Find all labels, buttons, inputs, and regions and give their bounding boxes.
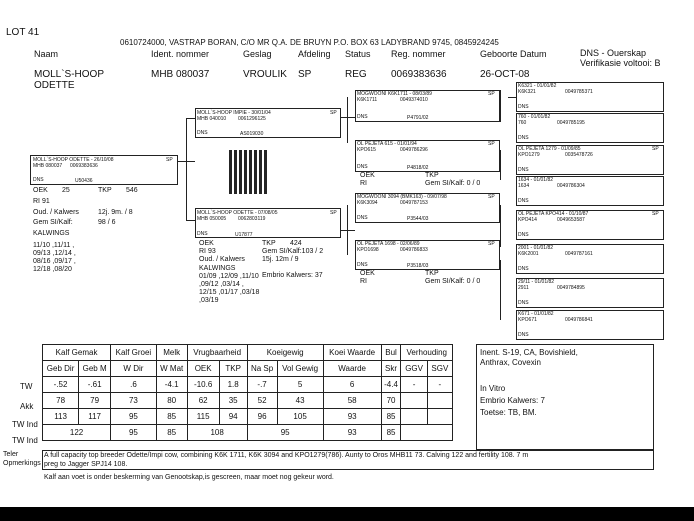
ggp-ident: KPO1279	[518, 152, 540, 158]
dam-age-label: Oud. / Kalwers	[199, 256, 245, 263]
ggp-ident: KPO414	[518, 217, 537, 223]
owner-line: 0610724000, VASTRAP BORAN, C/O MR Q.A. DE BRUYN P.O. BOX 63 LADYBRAND 9745, 0845924245	[120, 38, 499, 47]
pedigree-line	[500, 90, 501, 122]
ggp-title: OL PEJETA 1279 - 01/09/85	[518, 146, 581, 152]
subject-age-label: Oud. / Kalwers	[33, 209, 79, 216]
ggp-ident: K6K321	[518, 89, 536, 95]
row-label-tw-ind-2: TW Ind	[12, 436, 38, 445]
gp-title: MOGWOONI 3094 (BMK163) - 09/07/98	[357, 194, 447, 200]
col-header: Geb M	[79, 361, 111, 377]
table-cell: 122	[43, 425, 111, 441]
vaccination-note-2: Anthrax, Covexin	[480, 358, 541, 367]
label-name: Naam	[34, 49, 59, 59]
animal-name-1: MOLL`S-HOOP	[34, 69, 105, 80]
ggp-reg: 0049786304	[557, 183, 585, 189]
gp-gem: Gem SI/Kalf: 0 / 0	[425, 180, 481, 187]
dam-calving-dates: 12/15 ,01/17 ,03/18	[199, 289, 260, 296]
subject-age: 12j. 9m. / 8	[98, 209, 133, 216]
gp-tkp-label: TKP	[425, 270, 439, 277]
table-cell: 95	[247, 425, 323, 441]
remarks-label: Opmerkings	[3, 460, 41, 467]
table-cell	[427, 409, 452, 425]
dam-dns: DNS	[197, 231, 208, 237]
pedigree-line	[186, 118, 187, 220]
group-ratio: Verhouding	[401, 345, 453, 361]
group-calf-growth: Kalf Groei	[111, 345, 157, 361]
gp-dns-code: P4818/02	[407, 165, 429, 171]
pedigree-line	[500, 150, 501, 180]
dam-tkp-label: TKP	[262, 240, 276, 247]
ggp-dns: DNS	[518, 300, 529, 306]
table-cell: 115	[187, 409, 219, 425]
table-cell: 73	[111, 393, 157, 409]
subject-tkp: 546	[126, 187, 138, 194]
table-cell: 85	[156, 409, 187, 425]
table-cell	[401, 425, 453, 441]
subject-calving-dates: 08/16 ,09/17 ,	[33, 258, 76, 265]
gp-dns-code: P3544/03	[407, 216, 429, 222]
dam-embryo: Embrio Kalwers: 37	[262, 272, 323, 279]
remarks-label-breeder: Teler	[3, 451, 19, 458]
table-cell: 58	[323, 393, 381, 409]
label-reg: Reg. nommer	[391, 49, 446, 59]
col-header: TKP	[219, 361, 247, 377]
calf-note: Kalf aan voet is onder beskerming van Genootskap,is gescreen, maar moet nog gekeur word.	[44, 474, 334, 481]
embryo-calves-note: Embrio Kalwers: 7	[480, 396, 545, 405]
dns-verification: Verifikasie voltooi: B	[580, 58, 661, 68]
gp-division: SP	[488, 91, 495, 97]
ggp-reg: 0049787161	[565, 251, 593, 257]
animal-name-2: ODETTE	[34, 80, 75, 91]
table-cell: 94	[219, 409, 247, 425]
ggp-title: 760 - 01/01/82	[518, 114, 551, 120]
ggp-ident: 2911	[518, 285, 529, 291]
gp-title: MOGWOONI K6K1711 - 08/03/89	[357, 91, 432, 97]
ggp-title: 1634 - 01/01/82	[518, 177, 554, 183]
table-cell: 85	[381, 409, 401, 425]
dam-reg: 0062803119	[238, 216, 266, 222]
dam-ident: MHB 050005	[197, 216, 227, 222]
group-bull: Bul	[381, 345, 401, 361]
table-cell: 96	[247, 409, 277, 425]
ggp-dns: DNS	[518, 167, 529, 173]
dam-age: 15j. 12m / 9	[262, 256, 299, 263]
ggp-dns: DNS	[518, 135, 529, 141]
gp-ident: KPO1698	[357, 247, 379, 253]
gp-dns-code: P4791/02	[407, 115, 429, 121]
label-ident: Ident. nommer	[151, 49, 210, 59]
table-cell: 108	[187, 425, 247, 441]
table-cell: -	[427, 377, 452, 393]
dam-tkp: 424	[290, 240, 302, 247]
gp-dns-code: P3518/03	[407, 263, 429, 269]
gp-tkp-label: TKP	[425, 172, 439, 179]
ggp-ident: 1634	[518, 183, 530, 189]
subject-calvings-label: KALWINGS	[33, 230, 70, 237]
table-cell: 6	[323, 377, 381, 393]
sire-division: SP	[330, 110, 337, 116]
remarks-text: A full capacity top breeder Odette/Impi cow, combining K6K 1711, K6K 3094 and KPO1279(786). Aunty to Oros MHB11 73. Calving 122 and fertility 108. 7 m	[44, 452, 529, 459]
gp-dns: DNS	[357, 164, 368, 170]
gp-reg: 0049786833	[400, 247, 428, 253]
subject-calving-dates: 09/13 ,12/14 ,	[33, 250, 76, 257]
table-cell: -	[401, 377, 427, 393]
ggp-dns: DNS	[518, 332, 529, 338]
ggp-title: 2001 - 01/01/82	[518, 245, 554, 251]
ggp-dns: DNS	[518, 198, 529, 204]
dam-title: MOLL`S-HOOP ODETTE - 07/08/05	[197, 210, 278, 216]
tests-note: Toetse: TB, BM.	[480, 408, 537, 417]
in-vitro-note: In Vitro	[480, 384, 506, 393]
table-cell: -.7	[247, 377, 277, 393]
subject-ri: RI 91	[33, 198, 50, 205]
table-cell	[401, 393, 427, 409]
table-cell: 52	[247, 393, 277, 409]
table-cell: 105	[277, 409, 323, 425]
subject-oek-label: OEK	[33, 187, 48, 194]
sire-dns: DNS	[197, 130, 208, 136]
table-cell: -4.1	[156, 377, 187, 393]
table-cell: 62	[187, 393, 219, 409]
gp-division: SP	[488, 241, 495, 247]
gp-division: SP	[488, 141, 495, 147]
subject-box-title: MOLL`S-HOOP ODETTE - 26/10/08	[33, 157, 114, 163]
label-dob: Geboorte Datum	[480, 49, 547, 59]
gp-dns: DNS	[357, 262, 368, 268]
label-sex: Geslag	[243, 49, 272, 59]
table-cell: 35	[219, 393, 247, 409]
subject-box-dns-code: U50436	[75, 178, 93, 184]
animal-division: SP	[298, 69, 312, 80]
group-calf-ease: Kalf Gemak	[43, 345, 111, 361]
row-label-tw: TW	[20, 382, 33, 391]
dns-status: DNS - Ouerskap	[580, 48, 647, 58]
dam-oek-label: OEK	[199, 240, 214, 247]
ggp-reg: 0049785371	[565, 89, 593, 95]
ggp-division: SP	[652, 211, 659, 217]
ggp-reg: 0049784895	[557, 285, 585, 291]
gp-oek-label: OEK	[360, 270, 375, 277]
gp-title: OL PEJETA 1698 - 02/06/89	[357, 241, 420, 247]
table-cell: 70	[381, 393, 401, 409]
lot-number: LOT 41	[6, 27, 40, 38]
gp-oek-label: OEK	[360, 172, 375, 179]
ggp-title: OL PEJETA KPO414 - 01/10/87	[518, 211, 589, 217]
ggp-title: 29/11 - 01/01/82	[518, 279, 555, 285]
col-header: W Mat	[156, 361, 187, 377]
sire-dns-code: AS019030	[240, 131, 264, 137]
table-cell: 1.8	[219, 377, 247, 393]
sire-title: MOLL`S-HOOP IMPIE - 30/01/04	[197, 110, 271, 116]
subject-box-reg: 0069383636	[70, 163, 98, 169]
table-cell: 93	[323, 409, 381, 425]
row-label-tw-ind: TW Ind	[12, 420, 38, 429]
group-fertility: Vrugbaarheid	[187, 345, 247, 361]
subject-gem-label: Gem SI/Kalf:	[33, 219, 73, 226]
ggp-division: SP	[652, 146, 659, 152]
dam-division: SP	[330, 210, 337, 216]
gp-reg: 0049374010	[400, 97, 428, 103]
group-milk: Melk	[156, 345, 187, 361]
col-header: OEK	[187, 361, 219, 377]
col-header: Geb Dir	[43, 361, 79, 377]
col-header: Waarde	[323, 361, 381, 377]
group-cow-weight: Koeigewig	[247, 345, 323, 361]
animal-ident: MHB 080037	[151, 69, 210, 80]
row-label-akk: Akk	[20, 402, 34, 411]
pedigree-line	[508, 97, 516, 98]
dam-gem: Gem SI/Kalf:103 / 2	[262, 248, 324, 255]
table-cell: 78	[43, 393, 79, 409]
col-header: W Dir	[111, 361, 157, 377]
col-header: SGV	[427, 361, 452, 377]
group-cow-value: Koei Waarde	[323, 345, 381, 361]
qr-code	[229, 150, 267, 194]
animal-sex: VROULIK	[243, 69, 287, 80]
gp-ri-label: RI	[360, 180, 367, 187]
table-cell: 95	[111, 425, 157, 441]
gp-reg: 0049786296	[400, 147, 428, 153]
ggp-ident: 760	[518, 120, 527, 126]
dam-calving-dates: ,03/19	[199, 297, 219, 304]
ggp-dns: DNS	[518, 232, 529, 238]
animal-dob: 26-OCT-08	[480, 69, 530, 80]
remarks-text-2: preg to Jagger SPJ14 108.	[44, 461, 128, 468]
subject-calving-dates: 12/18 ,08/20	[33, 266, 72, 273]
dam-calvings-label: KALWINGS	[199, 265, 236, 272]
pedigree-line	[347, 97, 348, 143]
subject-oek: 25	[62, 187, 70, 194]
gp-ident: K6K3094	[357, 200, 378, 206]
gp-ident: KPO615	[357, 147, 376, 153]
gp-ident: K6K1711	[357, 97, 378, 103]
sire-ident: MHB 040010	[197, 116, 227, 122]
table-cell: 5	[277, 377, 323, 393]
table-cell	[427, 393, 452, 409]
table-cell: 113	[43, 409, 79, 425]
gp-dns: DNS	[357, 215, 368, 221]
dam-calving-dates: ,09/12 ,03/14 ,	[199, 281, 244, 288]
table-cell: -4.4	[381, 377, 401, 393]
table-cell	[401, 409, 427, 425]
subject-calving-dates: 11/10 ,11/11 ,	[33, 242, 75, 249]
ggp-reg: 0035478726	[565, 152, 593, 158]
ggp-reg: 0049786841	[565, 317, 593, 323]
index-table	[42, 344, 453, 441]
dam-ri: RI 93	[199, 248, 216, 255]
table-cell: -.61	[79, 377, 111, 393]
table-cell: 79	[79, 393, 111, 409]
subject-box-division: SP	[166, 157, 173, 163]
table-cell: 43	[277, 393, 323, 409]
subject-box-dns: DNS	[33, 177, 44, 183]
pedigree-line	[347, 205, 348, 255]
ggp-dns: DNS	[518, 266, 529, 272]
table-cell: .6	[111, 377, 157, 393]
subject-gem: 98 / 6	[98, 219, 116, 226]
dam-dns-code: U17877	[235, 232, 253, 238]
sire-reg: 0061296125	[238, 116, 266, 122]
ggp-reg: 0049785195	[557, 120, 585, 126]
gp-title: OL PEJETA 615 - 01/01/94	[357, 141, 417, 147]
dam-calving-dates: 01/09 ,12/09 ,11/10	[199, 273, 259, 280]
ggp-reg: 0049653587	[557, 217, 585, 223]
table-cell: -10.6	[187, 377, 219, 393]
pedigree-line	[500, 205, 501, 247]
gp-gem: Gem SI/Kalf: 0 / 0	[425, 278, 481, 285]
ggp-title: K6321 - 01/01/82	[518, 83, 557, 89]
table-cell: 93	[323, 425, 381, 441]
table-cell: 95	[111, 409, 157, 425]
label-division: Afdeling	[298, 49, 331, 59]
subject-tkp-label: TKP	[98, 187, 112, 194]
subject-box-ident: MHB 080037	[33, 163, 63, 169]
col-header: GGV	[401, 361, 427, 377]
gp-dns: DNS	[357, 114, 368, 120]
table-cell: 85	[381, 425, 401, 441]
gp-ri-label: RI	[360, 278, 367, 285]
table-cell: 117	[79, 409, 111, 425]
col-header: Skr	[381, 361, 401, 377]
table-cell: 85	[156, 425, 187, 441]
ggp-ident: KPO671	[518, 317, 537, 323]
pedigree-line	[500, 260, 501, 320]
col-header: Vol Gewig	[277, 361, 323, 377]
gp-reg: 0049787153	[400, 200, 428, 206]
label-status: Status	[345, 49, 371, 59]
animal-status: REG	[345, 69, 367, 80]
table-cell: -.52	[43, 377, 79, 393]
gp-division: SP	[488, 194, 495, 200]
col-header: Na Sp	[247, 361, 277, 377]
ggp-ident: K6K2001	[518, 251, 539, 257]
table-cell: 80	[156, 393, 187, 409]
ggp-dns: DNS	[518, 104, 529, 110]
vaccination-note: Inent. S-19, CA, Bovishield,	[480, 348, 578, 357]
ggp-title: K671 - 01/01/82	[518, 311, 554, 317]
animal-reg: 0069383636	[391, 69, 447, 80]
bottom-bar	[0, 507, 694, 521]
